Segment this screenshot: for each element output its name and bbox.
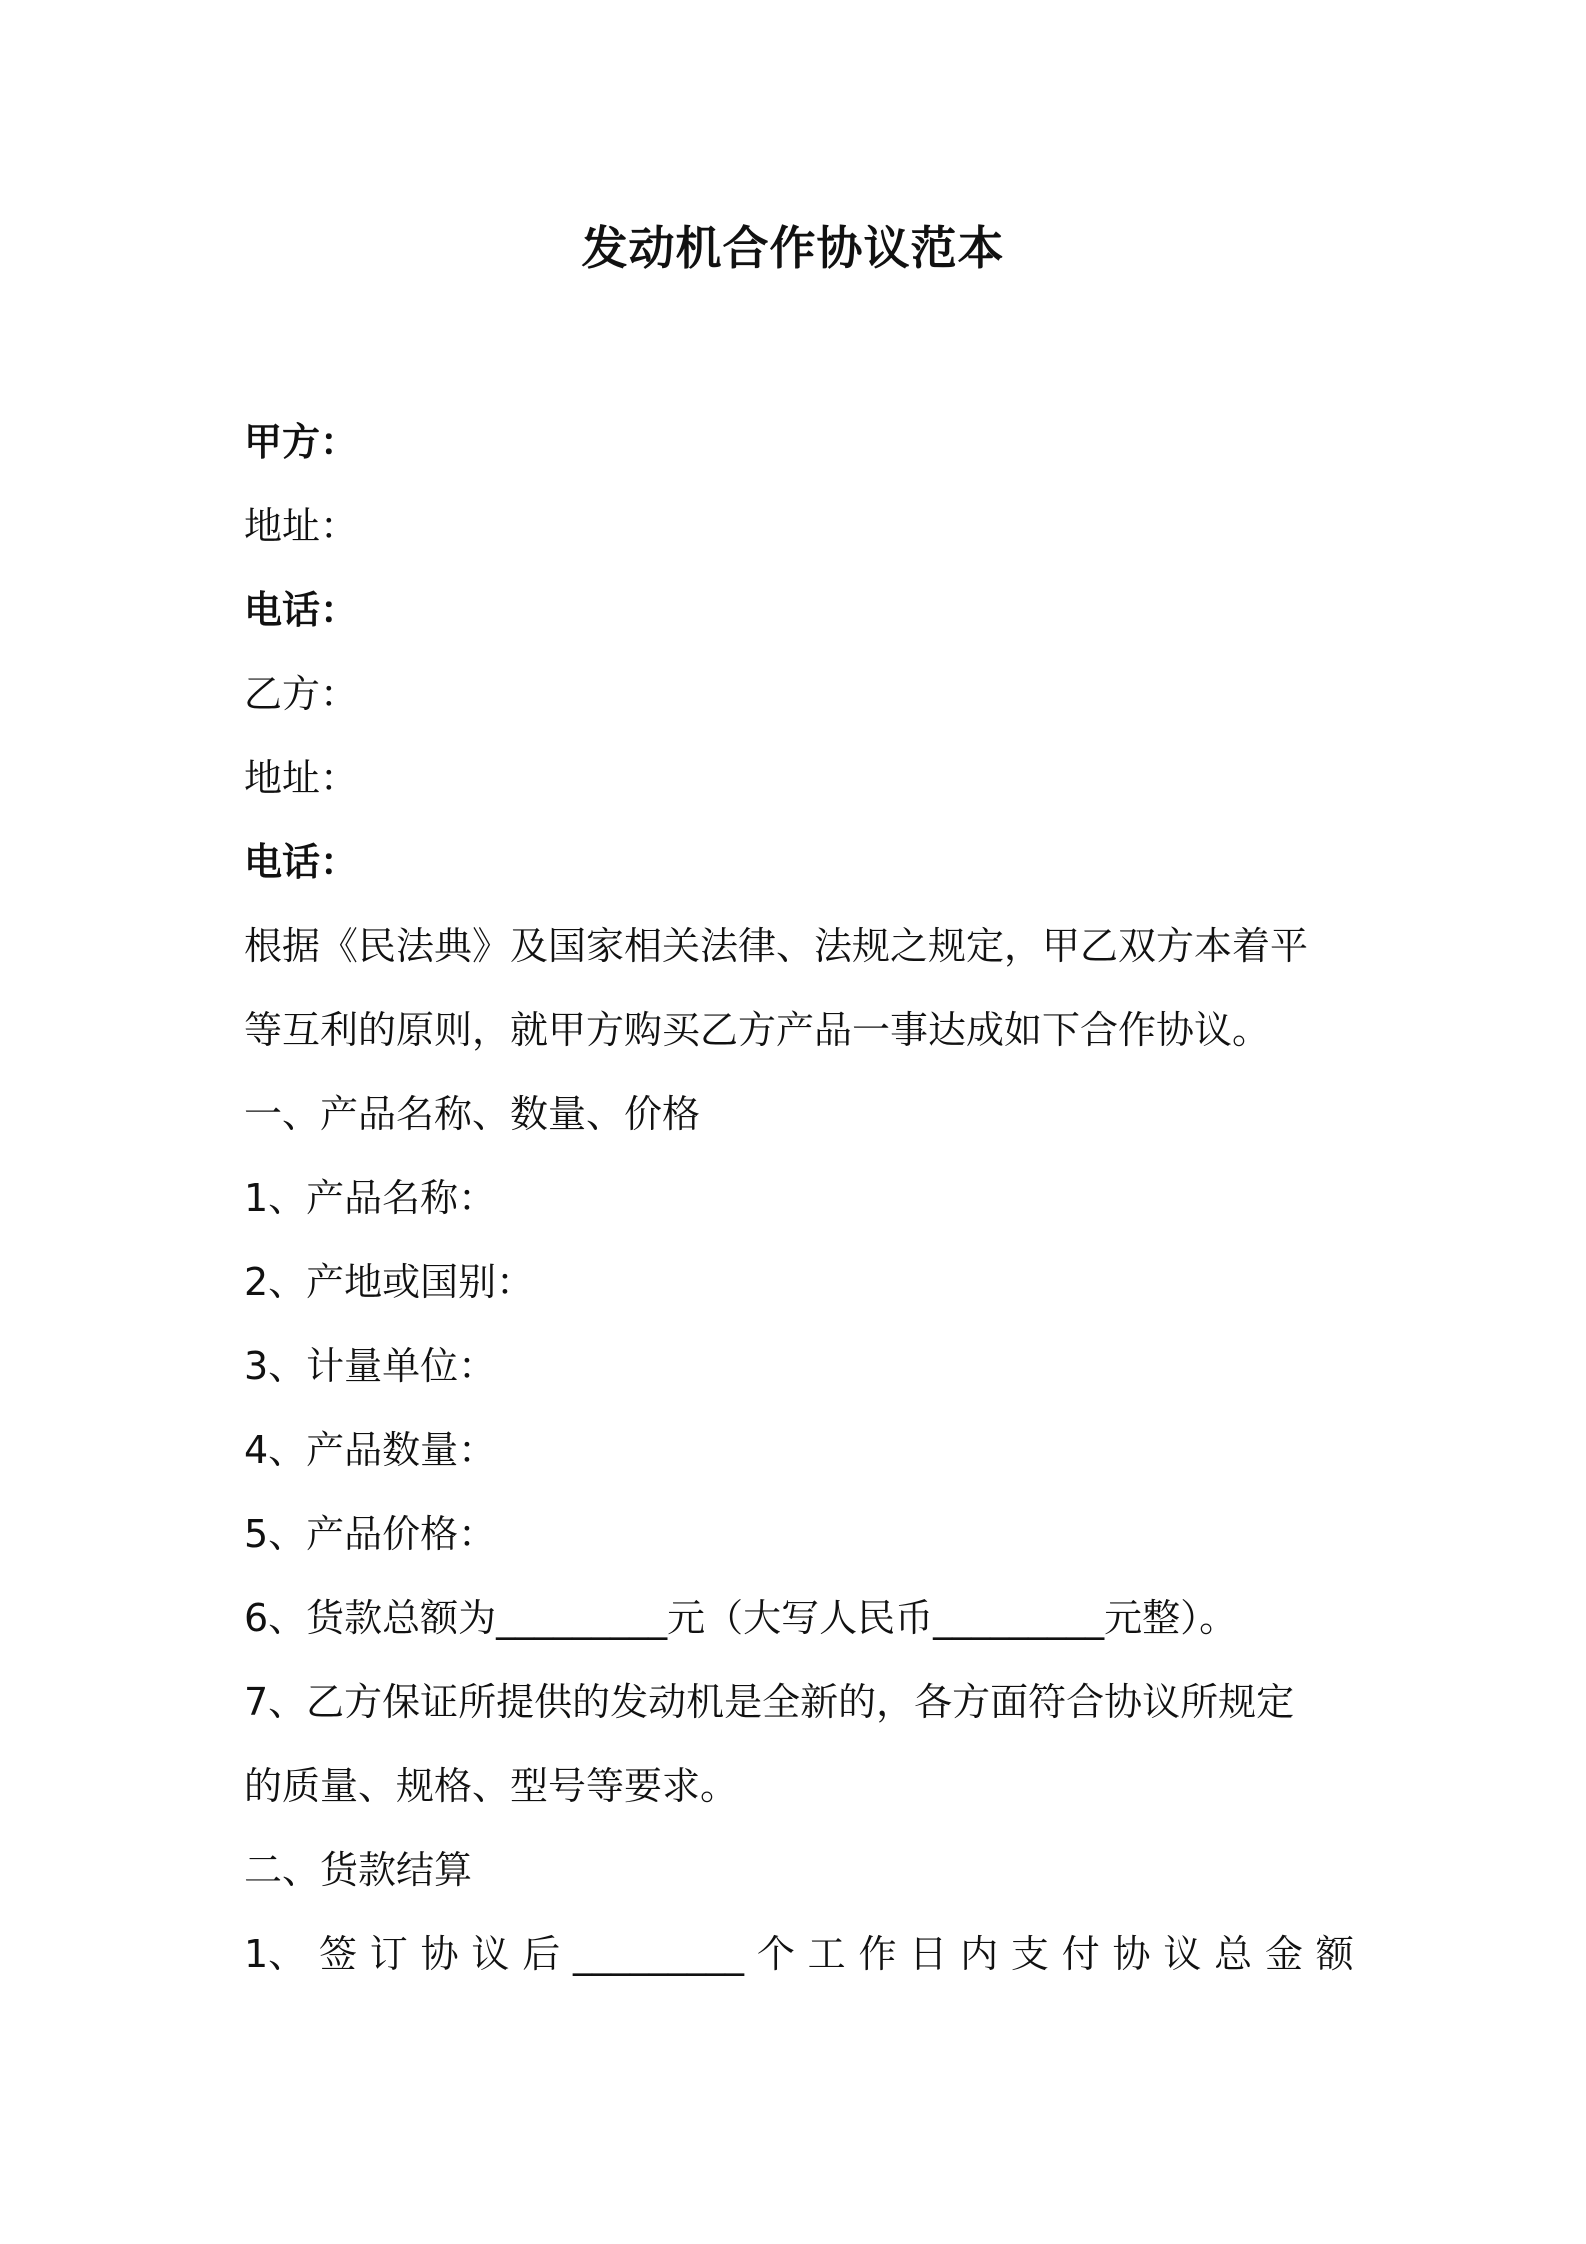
section-1-item-7-line-2: 的质量、规格、型号等要求。 xyxy=(244,1764,739,1808)
s2-char: 1、 xyxy=(244,1932,307,1976)
s2-char: 支 xyxy=(1010,1932,1049,1976)
section-1-item-2: 2、产地或国别： xyxy=(244,1260,535,1304)
s2-char: 协 xyxy=(1112,1932,1151,1976)
document-body xyxy=(244,400,1354,1996)
party-b-label: 乙方： xyxy=(244,672,359,716)
document-title: 发动机合作协议范本 xyxy=(581,221,1005,275)
s2-char: 个 xyxy=(756,1932,795,1976)
party-a-address-label: 地址： xyxy=(244,504,359,548)
s2-char: 议 xyxy=(1163,1932,1202,1976)
section-2-heading: 二、货款结算 xyxy=(244,1848,473,1892)
intro-line-1: 根据《民法典》及国家相关法律、法规之规定，甲乙双方本着平 xyxy=(244,924,1309,968)
section-2-item-1 xyxy=(244,1912,1354,1996)
s2-char: 订 xyxy=(369,1932,408,1976)
party-b-address-label: 地址： xyxy=(244,756,359,800)
intro-line-2: 等互利的原则，就甲方购买乙方产品一事达成如下合作协议。 xyxy=(244,1008,1271,1052)
s2-char: 作 xyxy=(858,1932,897,1976)
s2-char: 协 xyxy=(420,1932,459,1976)
s2-char: 议 xyxy=(471,1932,510,1976)
party-a-phone-label: 电话： xyxy=(244,588,359,632)
section-1-item-6: 6、货款总额为_________元（大写人民币_________元整）。 xyxy=(244,1596,1238,1640)
s2-char: 工 xyxy=(807,1932,846,1976)
party-b-phone-label: 电话： xyxy=(244,840,359,884)
party-a-label: 甲方： xyxy=(244,420,359,464)
s2-char: 额 xyxy=(1315,1932,1354,1976)
section-1-item-5: 5、产品价格： xyxy=(244,1512,497,1556)
s2-char: 付 xyxy=(1061,1932,1100,1976)
s2-char: 后 xyxy=(522,1932,561,1976)
s2-char: 内 xyxy=(960,1932,999,1976)
section-1-item-1: 1、产品名称： xyxy=(244,1176,497,1220)
s2-char: 签 xyxy=(318,1932,357,1976)
s2-char: 日 xyxy=(909,1932,948,1976)
s2-char: 总 xyxy=(1214,1932,1253,1976)
s2-char: 金 xyxy=(1264,1932,1303,1976)
section-1-item-3: 3、计量单位： xyxy=(244,1344,497,1388)
s2-blank: _________ xyxy=(573,1932,745,1976)
section-1-item-7-line-1: 7、乙方保证所提供的发动机是全新的，各方面符合协议所规定 xyxy=(244,1680,1295,1724)
section-1-item-4: 4、产品数量： xyxy=(244,1428,497,1472)
section-1-heading: 一、产品名称、数量、价格 xyxy=(244,1092,701,1136)
